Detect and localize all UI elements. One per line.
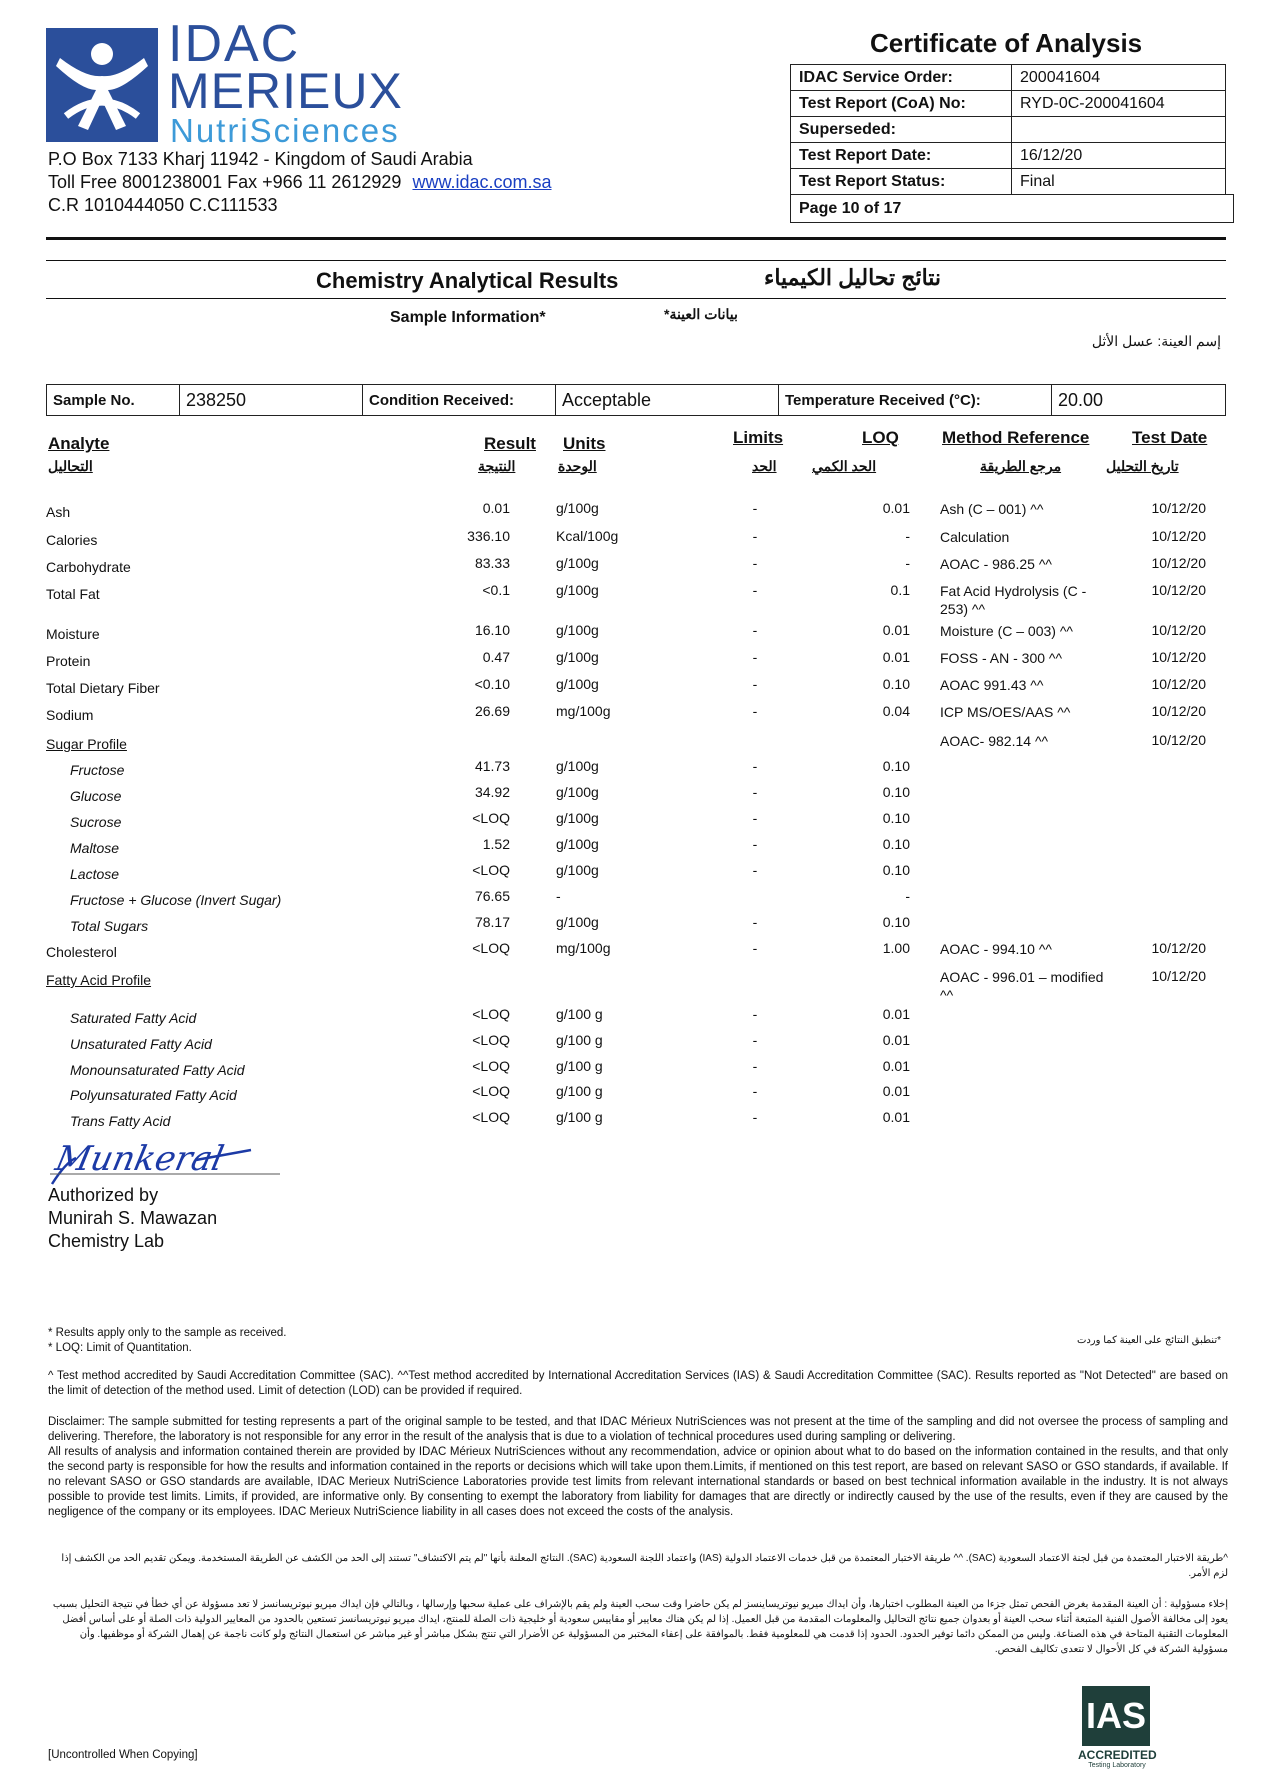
limit-value: - — [752, 555, 758, 571]
method-reference: AOAC- 982.14 ^^ — [940, 733, 1049, 749]
ias-logo-icon: IAS — [1082, 1686, 1150, 1746]
unit-value: g/100 g — [556, 1058, 603, 1074]
temperature-value: 20.00 — [1052, 385, 1226, 416]
info-value: 200041604 — [1012, 65, 1226, 91]
col-loq-ar: الحد الكمي — [812, 458, 877, 474]
loq-value: - — [905, 888, 910, 904]
loq-value: 0.1 — [890, 582, 910, 598]
method-reference: ICP MS/OES/AAS ^^ — [940, 704, 1071, 720]
unit-value: g/100g — [556, 622, 599, 638]
unit-value: Kcal/100g — [556, 528, 619, 544]
analyte-name: Sucrose — [70, 814, 122, 830]
loq-value: 0.01 — [882, 622, 910, 638]
info-label: IDAC Service Order: — [791, 65, 1012, 91]
loq-value: 0.01 — [882, 500, 910, 516]
result-value: 0.47 — [482, 649, 510, 665]
result-value: 34.92 — [474, 784, 510, 800]
method-reference: Fat Acid Hydrolysis (C - 253) ^^ — [940, 583, 1087, 617]
method-reference: AOAC - 986.25 ^^ — [940, 556, 1052, 572]
method-reference: Ash (C – 001) ^^ — [940, 501, 1044, 517]
condition-value: Acceptable — [556, 385, 779, 416]
analyte-name: Fructose — [70, 762, 125, 778]
limit-value: - — [752, 676, 758, 692]
info-value: Final — [1012, 169, 1226, 195]
unit-value: g/100g — [556, 582, 599, 598]
result-value: 26.69 — [474, 703, 510, 719]
info-label: Superseded: — [791, 117, 1012, 143]
analyte-name: Total Sugars — [70, 918, 149, 934]
analyte-name: Maltose — [70, 840, 120, 856]
limit-value: - — [752, 1058, 758, 1074]
unit-value: g/100g — [556, 555, 599, 571]
result-value: <LOQ — [472, 1083, 510, 1099]
analyte-name: Sodium — [46, 707, 94, 723]
uncontrolled-note: [Uncontrolled When Copying] — [48, 1749, 198, 1761]
info-label: Test Report Date: — [791, 143, 1012, 169]
analyte-name: Ash — [46, 504, 71, 520]
loq-value: 0.10 — [882, 758, 910, 774]
col-analyte: Analyte — [48, 434, 110, 453]
result-value: <LOQ — [472, 940, 510, 956]
sample-info-heading-ar: بيانات العينة* — [664, 306, 738, 322]
analyte-name: Calories — [46, 532, 98, 548]
test-date: 10/12/20 — [1151, 649, 1206, 665]
result-value: 0.01 — [482, 500, 510, 516]
method-reference: AOAC - 994.10 ^^ — [940, 941, 1052, 957]
method-reference: Calculation — [940, 529, 1010, 545]
limit-value: - — [752, 758, 758, 774]
signatory-name: Munirah S. Mawazan — [48, 1208, 218, 1228]
method-reference: AOAC 991.43 ^^ — [940, 677, 1044, 693]
section-title-ar: نتائج تحاليل الكيمياء — [764, 265, 942, 290]
analyte-name: Unsaturated Fatty Acid — [70, 1036, 212, 1052]
test-date: 10/12/20 — [1151, 732, 1206, 748]
section-title: Chemistry Analytical Results — [316, 268, 619, 293]
address-line: P.O Box 7133 Kharj 11942 - Kingdom of Saudi Arabia — [48, 149, 473, 169]
accreditation-note: ^ Test method accredited by Saudi Accreditation Committee (SAC). ^^Test method accredited by International Accreditation Services (IAS) & Saudi Accreditation Committee (SAC). Results reported as "Not Detected" are based on the limit of detection of the method used. Limit of detection (LOD) can be provided if required. — [48, 1370, 1228, 1397]
test-date: 10/12/20 — [1151, 555, 1206, 571]
info-row — [791, 143, 1226, 169]
sample-conditions-table — [46, 384, 1226, 416]
analyte-name: Monounsaturated Fatty Acid — [70, 1062, 245, 1078]
info-value — [1012, 117, 1226, 143]
accreditation-note-ar: ^طريقة الاختبار المعتمدة من قبل لجنة الاعتماد السعودية (SAC). ^^ طريقة الاختبار المعتمدة من قبل خدمات الاعتماد الدولية (IAS) واعتماد اللجنة السعودية (SAC). النتائج المعلنة بأنها "لم يتم الاكتشاف" تستند إلى الحد من الكشف عن الطريقة المستخدمة. ويمكن تقديم الحد من الكشف إذا لزم الأمر. — [61, 1553, 1228, 1579]
loq-value: 0.10 — [882, 836, 910, 852]
col-units: Units — [563, 434, 606, 453]
page-number: Page 10 of 17 — [790, 194, 1234, 223]
result-value: <LOQ — [472, 810, 510, 826]
loq-value: 0.10 — [882, 862, 910, 878]
result-value: <LOQ — [472, 1109, 510, 1125]
result-value: 336.10 — [467, 528, 510, 544]
analyte-name: Sugar Profile — [46, 736, 127, 752]
limit-value: - — [752, 1006, 758, 1022]
ias-testing-lab-text: Testing Laboratory — [1088, 1762, 1146, 1769]
divider — [46, 237, 1226, 240]
signatory-dept: Chemistry Lab — [48, 1231, 165, 1251]
loq-value: 0.01 — [882, 1083, 910, 1099]
cr-line: C.R 1010444050 C.C111533 — [48, 195, 278, 215]
result-value: <LOQ — [472, 1058, 510, 1074]
signature-scribble-icon — [46, 1132, 286, 1190]
unit-value: g/100g — [556, 784, 599, 800]
disclaimer-ar: إخلاء مسؤولية : أن العينة المقدمة بغرض الفحص تمثل جزءا من العينة المطلوب اختبارها، وأن ايداك ميريو نيوتريساينسز لم يكن حاضرا وقت سحب العينة ولم يقم بالإشراف على عملية سحبها وإرسالها ، وبالتالي فإن ايداك ميريو نيوتريسانسز لا تعد مسؤولة عن أي خطأ في نتيجة التحليل بسبب يعود إلى مخالفة الأصول الفنية المتبعة أثناء سحب العينة أو بعدوان جميع نتائج التحاليل والمعلومات المقدمة من قبل العميل. إذا لم يكن هناك معايير أو مقاييس سعودية أو خليجية ذات الصلة للمنتج، ايداك ميريو نيوتريسانسز تستعين بالحدود من المعايير الدولية ذات الصلة أو على أساس أفضل المعلومات التقنية المتاحة في هذه الصناعة. وليس من الممكن دائما توفير الحدود. الحدود إذا قدمت هي للمعلومية فقط. بالموافقة على إعفاء المختبر من المسؤولية عن الأضرار التي تنتج بشكل مباشر أو غير مباشر عن استعمال النتائج ولو كانت ناجمة عن إهمال الشركة أو موظفيها. وأن مسؤولية الشركة في كل الأحوال لا تتعدى تكاليف الفحص. — [52, 1599, 1228, 1655]
unit-value: g/100g — [556, 836, 599, 852]
test-date: 10/12/20 — [1151, 676, 1206, 692]
website-link[interactable]: www.idac.com.sa — [412, 172, 552, 192]
loq-value: 0.04 — [882, 703, 910, 719]
certificate-title: Certificate of Analysis — [870, 28, 1143, 58]
loq-value: 0.01 — [882, 1032, 910, 1048]
analyte-name: Cholesterol — [46, 944, 117, 960]
col-loq: LOQ — [862, 428, 899, 447]
analyte-name: Total Dietary Fiber — [46, 680, 160, 696]
test-date: 10/12/20 — [1151, 500, 1206, 516]
unit-value: g/100g — [556, 914, 599, 930]
test-date: 10/12/20 — [1151, 940, 1206, 956]
loq-value: 0.01 — [882, 1058, 910, 1074]
footnote-loq: * LOQ: Limit of Quantitation. — [48, 1342, 192, 1354]
disclaimer: Disclaimer: The sample submitted for testing represents a part of the original sample to be tested, and that IDAC Mérieux NutriSciences was not present at the time of the sampling and did not oversee the process of sampling and delivering. Therefore, the laboratory is not responsible for any error in the result of the analysis that is due to a violation of technical procedures used during sampling or delivering. — [48, 1416, 1228, 1443]
limit-value: - — [752, 1109, 758, 1125]
report-info-table — [790, 64, 1226, 195]
loq-value: 0.10 — [882, 784, 910, 800]
divider — [46, 260, 1226, 261]
result-value: 76.65 — [474, 888, 510, 904]
sample-info-heading: Sample Information* — [390, 309, 546, 326]
analyte-name: Carbohydrate — [46, 559, 131, 575]
col-units-ar: الوحدة — [558, 458, 597, 474]
ias-accredited-text: ACCREDITED — [1078, 1748, 1157, 1762]
method-reference: FOSS - AN - 300 ^^ — [940, 650, 1063, 666]
analyte-name: Saturated Fatty Acid — [70, 1010, 197, 1026]
analyte-name: Trans Fatty Acid — [70, 1113, 171, 1129]
temperature-label: Temperature Received (°C): — [779, 385, 1052, 416]
logo-text-merieux: MERIEUX — [168, 63, 403, 119]
loq-value: 1.00 — [882, 940, 910, 956]
limit-value: - — [752, 528, 758, 544]
unit-value: g/100g — [556, 758, 599, 774]
limit-value: - — [752, 1032, 758, 1048]
loq-value: 0.01 — [882, 649, 910, 665]
unit-value: - — [556, 888, 561, 904]
loq-value: 0.10 — [882, 676, 910, 692]
loq-value: 0.01 — [882, 1109, 910, 1125]
test-date: 10/12/20 — [1151, 703, 1206, 719]
result-value: <LOQ — [472, 1032, 510, 1048]
logo-figure-icon — [46, 28, 158, 142]
limit-value: - — [752, 500, 758, 516]
result-value: 41.73 — [474, 758, 510, 774]
limit-value: - — [752, 1083, 758, 1099]
result-value: <0.10 — [474, 676, 510, 692]
info-value: 16/12/20 — [1012, 143, 1226, 169]
col-result: Result — [484, 434, 536, 453]
disclaimer-continued: All results of analysis and information contained therein are provided by IDAC Mérieux NutriSciences without any recommendation, advice or opinion about what to do based on the information contained in the results, and that only the second party is responsible for how the results and information contained in the reports or decisions which will take upon them.Limits, if mentioned on this test report, are based on relevant SASO or GSO standards, if available. If no relevant SASO or GSO standards are available, IDAC Merieux NutriScience Laboratories provide test limits from relevant international standards or based on best technical information available in the industry. It is not always possible to provide test limits. Limits, if provided, are informative only. By consenting to exempt the laboratory from liability for damages that are directly or indirectly caused by the use of the results, even if they are caused by the negligence of the company or its employees. IDAC Merieux NutriScience liability in all cases does not exceed the costs of the analysis. — [48, 1446, 1228, 1518]
info-label: Test Report Status: — [791, 169, 1012, 195]
sample-no-label: Sample No. — [47, 385, 180, 416]
analyte-name: Fructose + Glucose (Invert Sugar) — [70, 892, 282, 908]
footnote-results: * Results apply only to the sample as received. — [48, 1327, 287, 1339]
unit-value: mg/100g — [556, 940, 611, 956]
limit-value: - — [752, 622, 758, 638]
unit-value: g/100g — [556, 676, 599, 692]
col-method: Method Reference — [942, 428, 1090, 447]
limit-value: - — [752, 810, 758, 826]
col-limits-ar: الحد — [752, 458, 777, 474]
unit-value: mg/100g — [556, 703, 611, 719]
logo-mark — [46, 28, 158, 142]
col-limits: Limits — [733, 428, 784, 447]
limit-value: - — [752, 784, 758, 800]
limit-value: - — [752, 862, 758, 878]
info-value: RYD-0C-200041604 — [1012, 91, 1226, 117]
test-date: 10/12/20 — [1151, 528, 1206, 544]
col-analyte-ar: التحاليل — [48, 458, 93, 474]
result-value: <0.1 — [482, 582, 510, 598]
unit-value: g/100 g — [556, 1006, 603, 1022]
unit-value: g/100 g — [556, 1109, 603, 1125]
limit-value: - — [752, 940, 758, 956]
sample-no-value: 238250 — [180, 385, 363, 416]
result-value: 1.52 — [482, 836, 510, 852]
method-reference: AOAC - 996.01 – modified ^^ — [940, 969, 1104, 1003]
footnote-ar: *تنطبق النتائج على العينة كما وردت — [1076, 1335, 1221, 1346]
unit-value: g/100g — [556, 862, 599, 878]
limit-value: - — [752, 703, 758, 719]
limit-value: - — [752, 582, 758, 598]
result-value: 83.33 — [474, 555, 510, 571]
tollfree-fax: Toll Free 8001238001 Fax +966 11 2612929 — [48, 172, 402, 192]
loq-value: 0.01 — [882, 1006, 910, 1022]
result-value: 16.10 — [474, 622, 510, 638]
analyte-name: Moisture — [46, 626, 100, 642]
col-method-ar: مرجع الطريقة — [980, 458, 1062, 474]
unit-value: g/100g — [556, 649, 599, 665]
limit-value: - — [752, 836, 758, 852]
authorized-by: Authorized by — [48, 1185, 159, 1205]
loq-value: - — [905, 528, 910, 544]
method-reference: Moisture (C – 003) ^^ — [940, 623, 1073, 639]
loq-value: 0.10 — [882, 810, 910, 826]
result-value: 78.17 — [474, 914, 510, 930]
info-label: Test Report (CoA) No: — [791, 91, 1012, 117]
divider — [46, 298, 1226, 299]
test-date: 10/12/20 — [1151, 968, 1206, 984]
condition-label: Condition Received: — [363, 385, 556, 416]
limit-value: - — [752, 649, 758, 665]
loq-value: 0.10 — [882, 914, 910, 930]
unit-value: g/100g — [556, 500, 599, 516]
signature-scribble-text: Munkeral — [52, 1139, 228, 1179]
info-row — [791, 169, 1226, 195]
unit-value: g/100 g — [556, 1083, 603, 1099]
analyte-name: Lactose — [70, 866, 120, 882]
analyte-name: Glucose — [70, 788, 122, 804]
col-test-date-ar: تاريخ التحليل — [1106, 458, 1179, 474]
unit-value: g/100 g — [556, 1032, 603, 1048]
contact-line — [48, 171, 552, 193]
logo-text-idac: IDAC — [168, 15, 301, 73]
test-date: 10/12/20 — [1151, 622, 1206, 638]
analyte-name: Fatty Acid Profile — [46, 972, 152, 988]
logo-text-nutrisciences: NutriSciences — [170, 112, 400, 149]
result-value: <LOQ — [472, 862, 510, 878]
result-value: <LOQ — [472, 1006, 510, 1022]
info-row — [791, 117, 1226, 143]
col-result-ar: النتيجة — [478, 458, 516, 474]
info-row — [791, 91, 1226, 117]
loq-value: - — [905, 555, 910, 571]
test-date: 10/12/20 — [1151, 582, 1206, 598]
limit-value: - — [752, 914, 758, 930]
info-row — [791, 65, 1226, 91]
col-test-date: Test Date — [1132, 428, 1208, 447]
analyte-name: Total Fat — [46, 586, 100, 602]
sample-name-ar: إسم العينة: عسل الأثل — [1091, 333, 1221, 349]
analyte-name: Polyunsaturated Fatty Acid — [70, 1087, 237, 1103]
analyte-name: Protein — [46, 653, 91, 669]
unit-value: g/100g — [556, 810, 599, 826]
